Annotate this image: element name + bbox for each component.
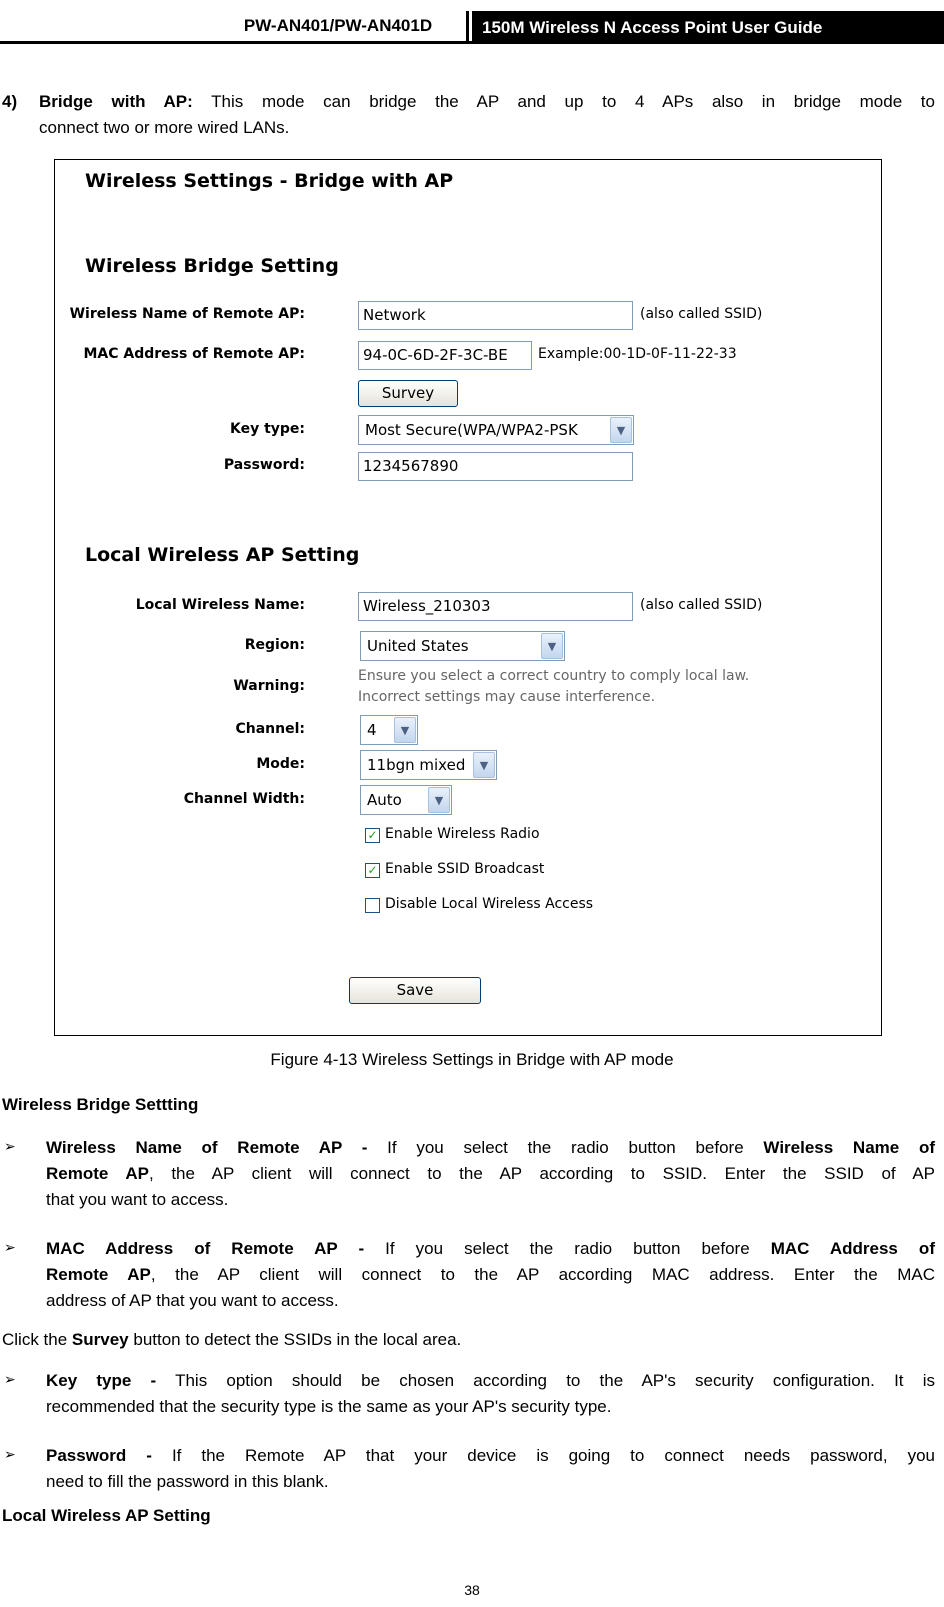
- header-separator: [466, 11, 469, 44]
- b4-line-1: [46, 1443, 935, 1469]
- region-value: United States: [367, 637, 469, 655]
- channel-width-value: Auto: [367, 791, 402, 809]
- remote-mac-example: Example:00-1D-0F-11-22-33: [538, 346, 737, 362]
- channel-value: 4: [367, 721, 377, 739]
- settings-screenshot: [54, 159, 882, 1036]
- disable-local-access-checkbox[interactable]: [365, 898, 380, 913]
- b2-line-3: address of AP that you want to access.: [46, 1291, 339, 1310]
- chevron-down-icon[interactable]: ▼: [428, 787, 450, 813]
- b3-line-1: [46, 1368, 935, 1394]
- b1-term2: Wireless Name of: [763, 1138, 935, 1157]
- chevron-down-icon[interactable]: ▼: [473, 752, 495, 778]
- b1-line-3: that you want to access.: [46, 1190, 229, 1209]
- intro-number: 4): [2, 92, 18, 111]
- channel-label: Channel:: [235, 721, 305, 737]
- b1-line2-term: Remote AP: [46, 1164, 149, 1183]
- b2-term: MAC Address of Remote AP -: [46, 1239, 365, 1258]
- survey-rest: button to detect the SSIDs in the local area.: [133, 1330, 462, 1349]
- b2-line-2: [46, 1262, 935, 1288]
- remote-mac-input[interactable]: 94-0C-6D-2F-3C-BE: [358, 341, 532, 370]
- region-label: Region:: [244, 637, 305, 653]
- region-select[interactable]: [360, 631, 565, 661]
- remote-ssid-hint: (also called SSID): [640, 306, 763, 322]
- bridge-setting-heading: Wireless Bridge Setting: [85, 255, 339, 277]
- b3-rest: This option should be chosen according to the AP's security configuration. It is: [175, 1371, 935, 1390]
- bullet-arrow-icon: ➢: [4, 1446, 16, 1462]
- chevron-down-icon[interactable]: ▼: [394, 717, 416, 743]
- b4-term: Password -: [46, 1446, 152, 1465]
- document-model: PW-AN401/PW-AN401D: [243, 16, 433, 35]
- local-name-hint: (also called SSID): [640, 597, 763, 613]
- figure-caption: Figure 4-13 Wireless Settings in Bridge with AP mode: [270, 1050, 674, 1069]
- intro-line1-text: This mode can bridge the AP and up to 4 APs also in bridge mode to: [211, 92, 935, 111]
- chevron-down-icon[interactable]: ▼: [541, 633, 563, 659]
- survey-paragraph: [2, 1327, 461, 1353]
- header-rule: [0, 41, 944, 44]
- password-label: Password:: [223, 457, 305, 473]
- local-setting-heading: Local Wireless AP Setting: [85, 544, 360, 566]
- bullet-arrow-icon: ➢: [4, 1371, 16, 1387]
- bullet-arrow-icon: ➢: [4, 1138, 16, 1154]
- intro-line-1: [39, 89, 935, 115]
- b4-line-2: need to fill the password in this blank.: [46, 1472, 329, 1491]
- ssid-broadcast-label: Enable SSID Broadcast: [385, 861, 545, 877]
- key-type-select[interactable]: [358, 415, 634, 445]
- enable-radio-checkbox[interactable]: ✓: [365, 828, 380, 843]
- warning-line-1: Ensure you select a correct country to comply local law.: [358, 668, 750, 684]
- save-button[interactable]: Save: [349, 977, 481, 1004]
- remote-mac-label: MAC Address of Remote AP:: [83, 346, 305, 362]
- section-heading-bridge: Wireless Bridge Settting: [2, 1095, 199, 1114]
- key-type-label: Key type:: [229, 421, 305, 437]
- enable-radio-label: Enable Wireless Radio: [385, 826, 540, 842]
- local-name-input[interactable]: Wireless_210303: [358, 592, 633, 621]
- screen-title: Wireless Settings - Bridge with AP: [85, 170, 454, 192]
- document-guide-title: 150M Wireless N Access Point User Guide: [472, 11, 944, 44]
- b4-rest: If the Remote AP that your device is going to connect needs password, you: [171, 1446, 935, 1465]
- intro-line-2: connect two or more wired LANs.: [39, 118, 290, 137]
- chevron-down-icon[interactable]: ▼: [610, 417, 632, 443]
- survey-prefix: Click the: [2, 1330, 68, 1349]
- page-number: 38: [464, 1582, 480, 1598]
- remote-ssid-label: Wireless Name of Remote AP:: [69, 306, 305, 322]
- key-type-value: Most Secure(WPA/WPA2-PSK: [365, 421, 578, 439]
- section-heading-local: Local Wireless AP Setting: [2, 1506, 211, 1525]
- b1-mid: If you select the radio button before: [387, 1138, 744, 1157]
- b2-line-1: [46, 1236, 935, 1262]
- password-input[interactable]: 1234567890: [358, 452, 633, 481]
- intro-term: Bridge with AP:: [39, 92, 193, 111]
- channel-width-select[interactable]: [360, 785, 452, 815]
- b1-line2-rest: , the AP client will connect to the AP according to SSID. Enter the SSID of AP: [148, 1164, 935, 1183]
- mode-value: 11bgn mixed: [367, 756, 466, 774]
- b1-line-2: [46, 1161, 935, 1187]
- b2-line2-term: Remote AP: [46, 1265, 151, 1284]
- b3-term: Key type -: [46, 1371, 157, 1390]
- channel-select[interactable]: [360, 715, 418, 745]
- warning-label: Warning:: [233, 678, 305, 694]
- b2-mid: If you select the radio button before: [385, 1239, 750, 1258]
- disable-local-access-label: Disable Local Wireless Access: [385, 896, 594, 912]
- b3-line-2: recommended that the security type is the same as your AP's security type.: [46, 1397, 612, 1416]
- remote-ssid-input[interactable]: Network: [358, 301, 633, 330]
- bullet-arrow-icon: ➢: [4, 1239, 16, 1255]
- ssid-broadcast-checkbox[interactable]: ✓: [365, 863, 380, 878]
- local-name-label: Local Wireless Name:: [135, 597, 305, 613]
- survey-button[interactable]: Survey: [358, 380, 458, 407]
- b2-line2-rest: , the AP client will connect to the AP according MAC address. Enter the MAC: [150, 1265, 935, 1284]
- b1-term: Wireless Name of Remote AP -: [46, 1138, 368, 1157]
- warning-line-2: Incorrect settings may cause interference.: [358, 689, 656, 705]
- mode-label: Mode:: [256, 756, 305, 772]
- b1-line-1: [46, 1135, 935, 1161]
- channel-width-label: Channel Width:: [183, 791, 305, 807]
- survey-term: Survey: [71, 1330, 129, 1349]
- mode-select[interactable]: [360, 750, 497, 780]
- b2-term2: MAC Address of: [770, 1239, 935, 1258]
